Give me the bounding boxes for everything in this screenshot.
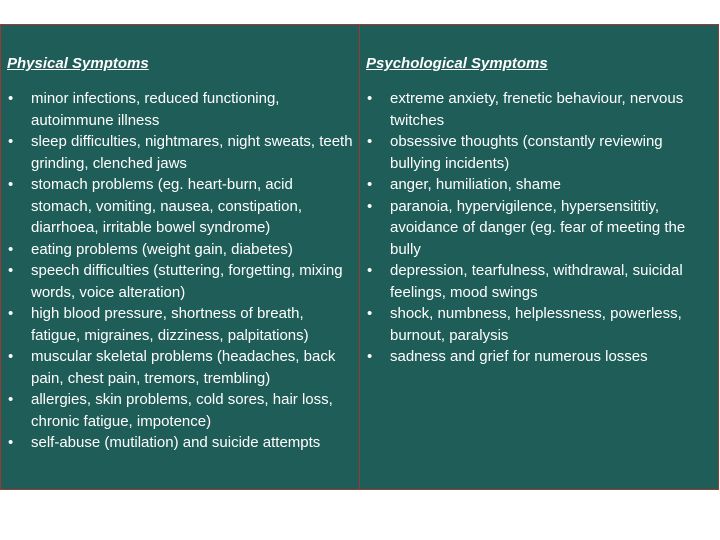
- list-item-text: depression, tearfulness, withdrawal, suicidal feelings, mood swings: [390, 262, 683, 301]
- physical-symptoms-list: [7, 88, 353, 454]
- list-item-text: eating problems (weight gain, diabetes): [31, 240, 293, 258]
- list-item: [7, 260, 353, 303]
- bullet-icon: •: [8, 434, 14, 451]
- list-item-text: muscular skeletal problems (headaches, back pain, chest pain, tremors, trembling): [31, 348, 336, 387]
- list-item: [7, 88, 353, 131]
- list-item-text: stomach problems (eg. heart-burn, acid stomach, vomiting, nausea, constipation, diarrhoea, irritable bowel syndrome): [31, 176, 302, 236]
- list-item-text: allergies, skin problems, cold sores, hair loss, chronic fatigue, impotence): [31, 391, 333, 430]
- list-item: [366, 174, 712, 196]
- list-item-text: anger, humiliation, shame: [390, 176, 561, 193]
- bullet-icon: •: [367, 133, 373, 150]
- list-item: [7, 389, 353, 432]
- list-item: [7, 346, 353, 389]
- psychological-symptoms-list: [366, 88, 712, 368]
- list-item: [7, 432, 353, 454]
- list-item: [366, 196, 712, 261]
- bullet-icon: •: [8, 391, 14, 408]
- list-item: [366, 346, 712, 368]
- list-item-text: self-abuse (mutilation) and suicide attempts: [31, 434, 321, 451]
- list-item-text: high blood pressure, shortness of breath, fatigue, migraines, dizziness, palpitations): [31, 305, 309, 344]
- bullet-icon: •: [367, 176, 373, 193]
- list-item: [366, 88, 712, 131]
- list-item: [366, 131, 712, 174]
- bullet-icon: •: [367, 197, 373, 215]
- list-item-text: obsessive thoughts (constantly reviewing bullying incidents): [390, 133, 663, 172]
- list-item: [7, 303, 353, 346]
- bullet-icon: •: [8, 262, 14, 279]
- bullet-icon: •: [8, 240, 14, 258]
- bullet-icon: •: [8, 348, 14, 365]
- physical-symptoms-heading: Physical Symptoms: [7, 55, 149, 72]
- list-item-text: speech difficulties (stuttering, forgetting, mixing words, voice alteration): [31, 262, 343, 301]
- bullet-icon: •: [367, 348, 373, 365]
- list-item-text: extreme anxiety, frenetic behaviour, nervous twitches: [390, 90, 684, 129]
- list-item: [7, 239, 353, 261]
- bullet-icon: •: [8, 305, 14, 322]
- symptoms-table: [0, 24, 719, 490]
- list-item: [366, 303, 712, 346]
- bullet-icon: •: [8, 176, 14, 193]
- psychological-symptoms-heading: Psychological Symptoms: [366, 55, 548, 72]
- list-item-text: sadness and grief for numerous losses: [390, 348, 648, 365]
- list-item: [7, 174, 353, 239]
- psychological-symptoms-column: [360, 25, 718, 489]
- bullet-icon: •: [367, 305, 373, 322]
- list-item-text: shock, numbness, helplessness, powerless, burnout, paralysis: [390, 305, 682, 344]
- list-item: [366, 260, 712, 303]
- list-item-text: minor infections, reduced functioning, autoimmune illness: [31, 90, 280, 129]
- list-item-text: sleep difficulties, nightmares, night sweats, teeth grinding, clenched jaws: [31, 133, 353, 172]
- list-item: [7, 131, 353, 174]
- list-item-text: paranoia, hypervigilence, hypersensititiy, avoidance of danger (eg. fear of meeting the bully: [390, 197, 686, 258]
- bullet-icon: •: [367, 262, 373, 279]
- bullet-icon: •: [8, 90, 14, 107]
- bullet-icon: •: [8, 133, 14, 150]
- physical-symptoms-column: [1, 25, 360, 489]
- bullet-icon: •: [367, 90, 373, 107]
